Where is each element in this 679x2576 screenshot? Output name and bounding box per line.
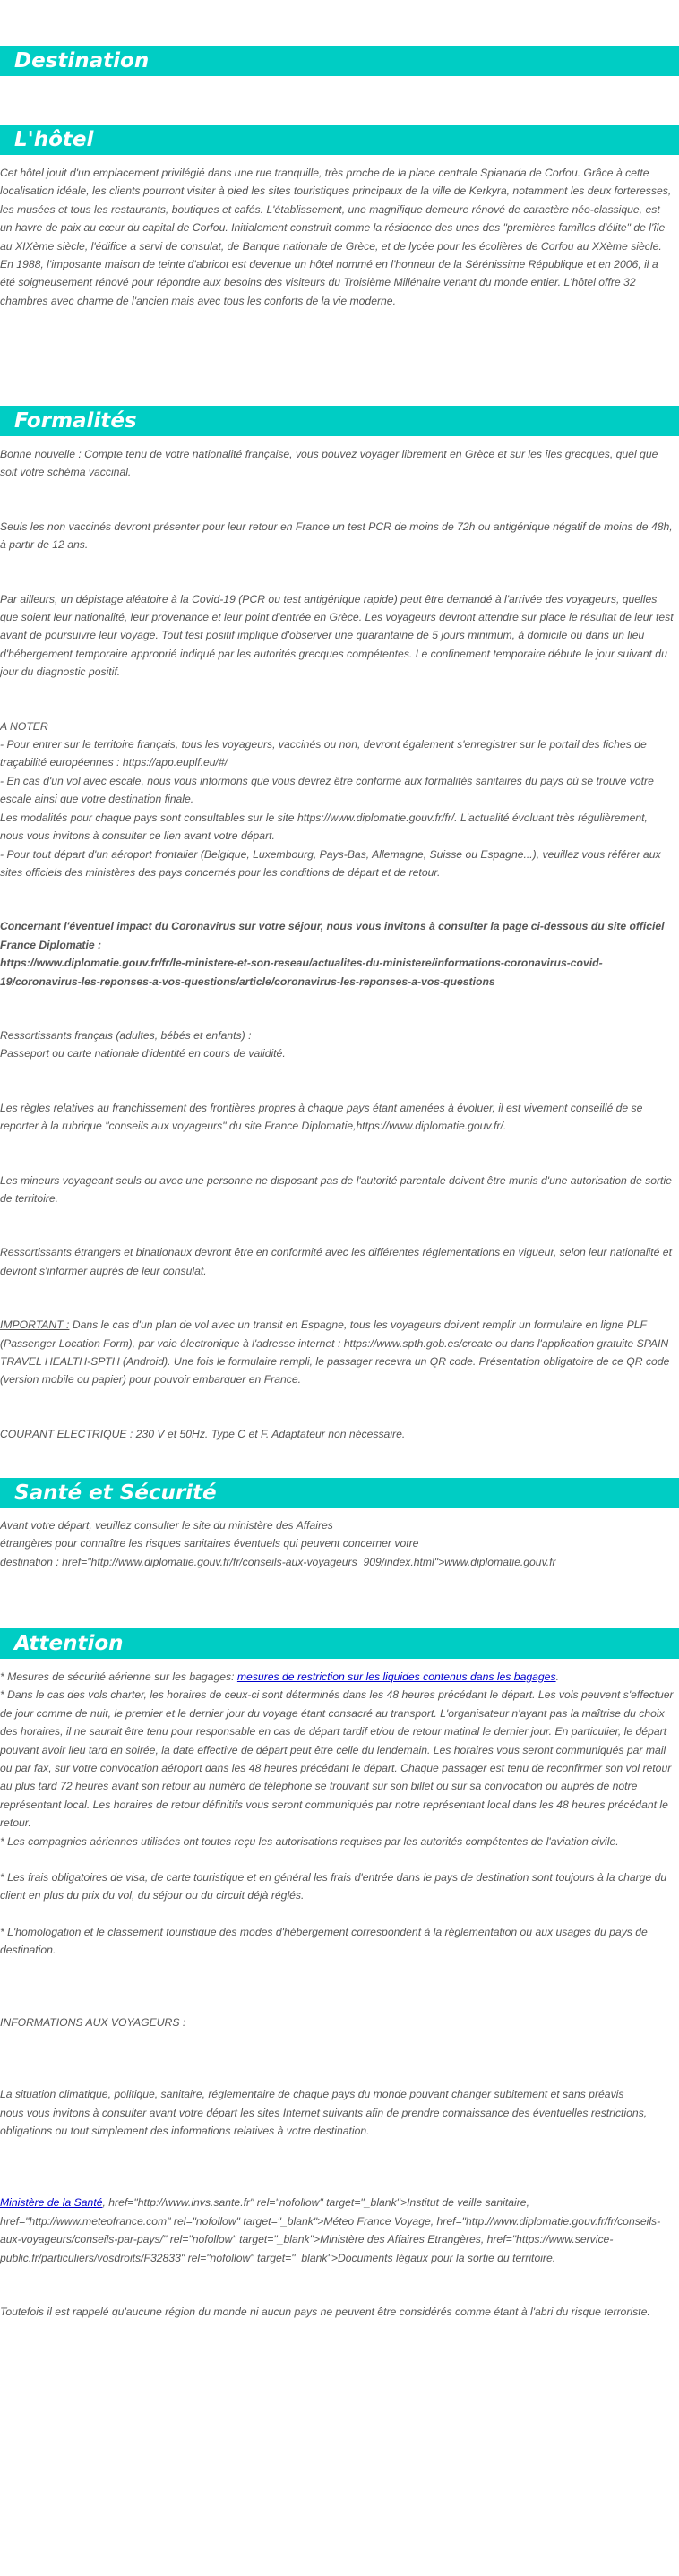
hotel-description: Cet hôtel jouit d'un emplacement privilégié dans une rue tranquille, très proche de la place centrale Spianada de Corfou. Grâce à cette localisation idéale, les clients pourront visiter à pied les sites touristiques principaux de la ville de Kerkyra, notamment les deux forteresses, les musées et tous les restaurants, boutiques et cafés. L'établissement, une magnifique demeure rénové de caractère néo-classique, est un havre de paix au cœur du capital de Corfou. Initialement construit comme la résidence des unes des "premières familles d'élite" de l'île au XIXème siècle, l'édifice a servi de consulat, de Banque nationale de Grèce, et de lycée pour les écolières de Corfou au XXème siècle. En 1988, l'imposante maison de teinte d'abricot est devenue un hôtel nommé en l'honneur de la Sérénissime République et en 2006, il a été soigneusement rénové pour répondre aux besoins des visiteurs du Troisième Millénaire venant du monde entier. L'hôtel offre 32 chambres avec charme de l'ancien mais avec tous les conforts de la vie moderne.	[0, 167, 672, 307]
attention-title: Attention	[14, 1632, 124, 1655]
formalites-note: A NOTER - Pour entrer sur le territoire français, tous les voyageurs, vaccinés ou non, devront également s'enregistrer sur le portail des fiches de traçabilité européennes : https://app.euplf.eu/#/ - En cas d'un vol avec escale, nous vous informons que vous devrez être conforme aux formalités sanitaires du pays où se trouve votre escale ainsi que votre destination finale. Les modalités pour chaque pays sont consultables sur le site https://www.diplomatie.gouv.fr/fr/. L'actualité évoluant très régulièrement, nous vous invitons à consulter ce lien avant votre départ. - Pour tout départ d'un aéroport frontalier (Belgique, Luxembourg, Pays-Bas, Allemagne, Suisse ou Espagne...), veuillez vous référer aux sites officiels des ministères des pays concernés pour les conditions de départ et de retour.	[0, 719, 661, 879]
formalites-paragraph: Par ailleurs, un dépistage aléatoire à la Covid-19 (PCR ou test antigénique rapide) peut être demandé à l'arrivée des voyageurs, quelles que soient leur nationalité, leur provenance et leur point d'entrée en Grèce. Les voyageurs devront attendre sur place le résultat de leur test avant de poursuivre leur voyage. Tout test positif implique d'observer une quarantaine de 5 jours minimum, à domicile ou dans un lieu d'hébergement temporaire approprié indiqué par les autorités grecques compétentes. Le confinement temporaire débute le jour suivant du jour du diagnostic positif.	[0, 592, 674, 679]
sante-title: Santé et Sécurité	[14, 1481, 217, 1505]
important-paragraph	[0, 1316, 674, 1389]
terrorism-notice: Toutefois il est rappelé qu'aucune région du monde ni aucun pays ne peuvent être considérés comme étant à l'abri du risque terroriste.	[0, 2305, 650, 2318]
traveler-info-heading: INFORMATIONS AUX VOYAGEURS :	[0, 2015, 186, 2029]
electricity-info: COURANT ELECTRIQUE : 230 V et 50Hz. Type C et F. Adaptateur non nécessaire.	[0, 1427, 406, 1440]
baggage-measures	[0, 1668, 674, 1686]
formalites-paragraph: Ressortissants étrangers et binationaux devront être en conformité avec les différentes réglementations en vigueur, selon leur nationalité et devront s'informer auprès de leur consulat.	[0, 1246, 672, 1277]
baggage-suffix: .	[555, 1670, 559, 1683]
formalites-paragraph: Bonne nouvelle : Compte tenu de votre nationalité française, vous pouvez voyager librement en Grèce et sur les îles grecques, quel que soit votre schéma vaccinal.	[0, 448, 658, 479]
formalites-title: Formalités	[14, 409, 137, 433]
baggage-prefix: * Mesures de sécurité aérienne sur les bagages:	[0, 1670, 237, 1683]
important-label: IMPORTANT :	[0, 1318, 70, 1332]
formalites-paragraph: Les mineurs voyageant seuls ou avec une personne ne disposant pas de l'autorité parentale doivent être munis d'une autorisation de sortie de territoire.	[0, 1173, 672, 1205]
sante-section	[0, 1516, 674, 1571]
useful-links-text: , href="http://www.invs.sante.fr" rel="nofollow" target="_blank">Institut de veille sanitaire, href="http://www.meteofrance.com" rel="nofollow" target="_blank">Méteo France Voyage, href="http://www.diplomatie.gouv.fr/fr/conseils-aux-voyageurs/conseils-par-pays/" rel="nofollow" target="_blank">Ministère des Affaires Etrangères, href="https://www.service-public.fr/particuliers/vosdroits/F32833" rel="nofollow" target="_blank">Documents légaux pour la sortie du territoire.	[0, 2196, 661, 2264]
destination-title: Destination	[14, 49, 150, 73]
attention-banner	[0, 1628, 679, 1659]
situation-info: La situation climatique, politique, sanitaire, réglementaire de chaque pays du monde pouvant changer subitement et sans préavis nous vous invitons à consulter avant votre départ les sites Internet suivants afin de prendre connaissance des éventuelles restrictions, obligations ou tout simplement des informations relatives à votre destination.	[0, 2088, 648, 2137]
hotel-title: L'hôtel	[14, 128, 94, 151]
formalites-banner	[0, 406, 679, 436]
hotel-section	[0, 164, 674, 310]
charter-flights-info: * Dans le cas des vols charter, les horaires de ceux-ci sont déterminés dans les 48 heures précédant le départ. Les vols peuvent s'effectuer de jour comme de nuit, le premier et le dernier jour du voyage étant consacré au transport. L'organisateur n'ayant pas la maîtrise du choix des horaires, il ne saurait être tenu pour responsable en cas de départ tardif et/ou de retour matinal le dernier jour. En particulier, le départ pouvant avoir lieu tard en soirée, la date effective de départ peut être celle du lendemain. Les horaires vous seront communiqués par mail ou par fax, sur votre convocation aéroport dans les 48 heures précédant le départ. Chaque passager est tenu de reconfirmer son vol retour au plus tard 72 heures avant son retour au numéro de téléphone se trouvant sur son billet ou sur sa convocation ou auprès de notre représentant local. Les horaires de retour définitifs vous seront communiqués par notre représentant local dans les 48 heures précédant le retour. * Les compagnies aériennes utilisées ont toutes reçu les autorisations requises par les autorités compétentes de l'aviation civile.	[0, 1688, 674, 1848]
sante-banner	[0, 1478, 679, 1508]
ministere-sante-link[interactable]: Ministère de la Santé	[0, 2196, 103, 2210]
formalites-paragraph: Les règles relatives au franchissement des frontières propres à chaque pays étant amenées à évoluer, il est vivement conseillé de se reporter à la rubrique "conseils aux voyageurs" du site France Diplomatie,https://www.diplomatie.gouv.fr/.	[0, 1101, 643, 1133]
formalites-paragraph: Ressortissants français (adultes, bébés et enfants) : Passeport ou carte nationale d'identité en cours de validité.	[0, 1028, 286, 1060]
important-text: Dans le cas d'un plan de vol avec un transit en Espagne, tous les voyageurs doivent remplir un formulaire en ligne PLF (Passenger Location Form), par voie électronique à l'adresse internet : https://www.spth.gob.es/create ou dans l'application gratuite SPAIN TRAVEL HEALTH-SPTH (Android). Une fois le formulaire rempli, le passager recevra un QR code. Présentation obligatoire de ce QR code (version mobile ou papier) pour pouvoir embarquer en France.	[0, 1318, 670, 1387]
coronavirus-notice: Concernant l'éventuel impact du Coronavirus sur votre séjour, nous vous invitons à consulter la page ci-dessous du site officiel France Diplomatie : https://www.diplomatie.gouv.fr/fr/le-ministere-et-son-reseau/actualites-du-ministere/informations-coronavirus-covid-19/coronavirus-les-reponses-a-vos-questions/article/coronavirus-les-reponses-a-vos-questions	[0, 920, 665, 988]
liquids-restriction-link[interactable]: mesures de restriction sur les liquides contenus dans les bagages	[236, 1670, 556, 1683]
hotel-banner	[0, 125, 679, 155]
attention-section	[0, 1668, 674, 2321]
formalites-section	[0, 445, 674, 1443]
destination-banner	[0, 46, 679, 76]
useful-links	[0, 2194, 674, 2267]
visa-fees-info: * Les frais obligatoires de visa, de carte touristique et en général les frais d'entrée dans le pays de destination sont toujours à la charge du client en plus du prix du vol, du séjour ou du circuit déjà réglés.	[0, 1871, 667, 1902]
sante-description: Avant votre départ, veuillez consulter le site du ministère des Affaires étrangères pour connaître les risques sanitaires éventuels qui peuvent concerner votre destination : href="http://www.diplomatie.gouv.fr/fr/conseils-aux-voyageurs_909/index.html">www.diplomatie.gouv.fr	[0, 1519, 556, 1568]
accommodation-info: * L'homologation et le classement touristique des modes d'hébergement correspondent à la réglementation ou aux usages du pays de destination.	[0, 1925, 648, 1957]
formalites-paragraph: Seuls les non vaccinés devront présenter pour leur retour en France un test PCR de moins de 72h ou antigénique négatif de moins de 48h, à partir de 12 ans.	[0, 519, 673, 552]
